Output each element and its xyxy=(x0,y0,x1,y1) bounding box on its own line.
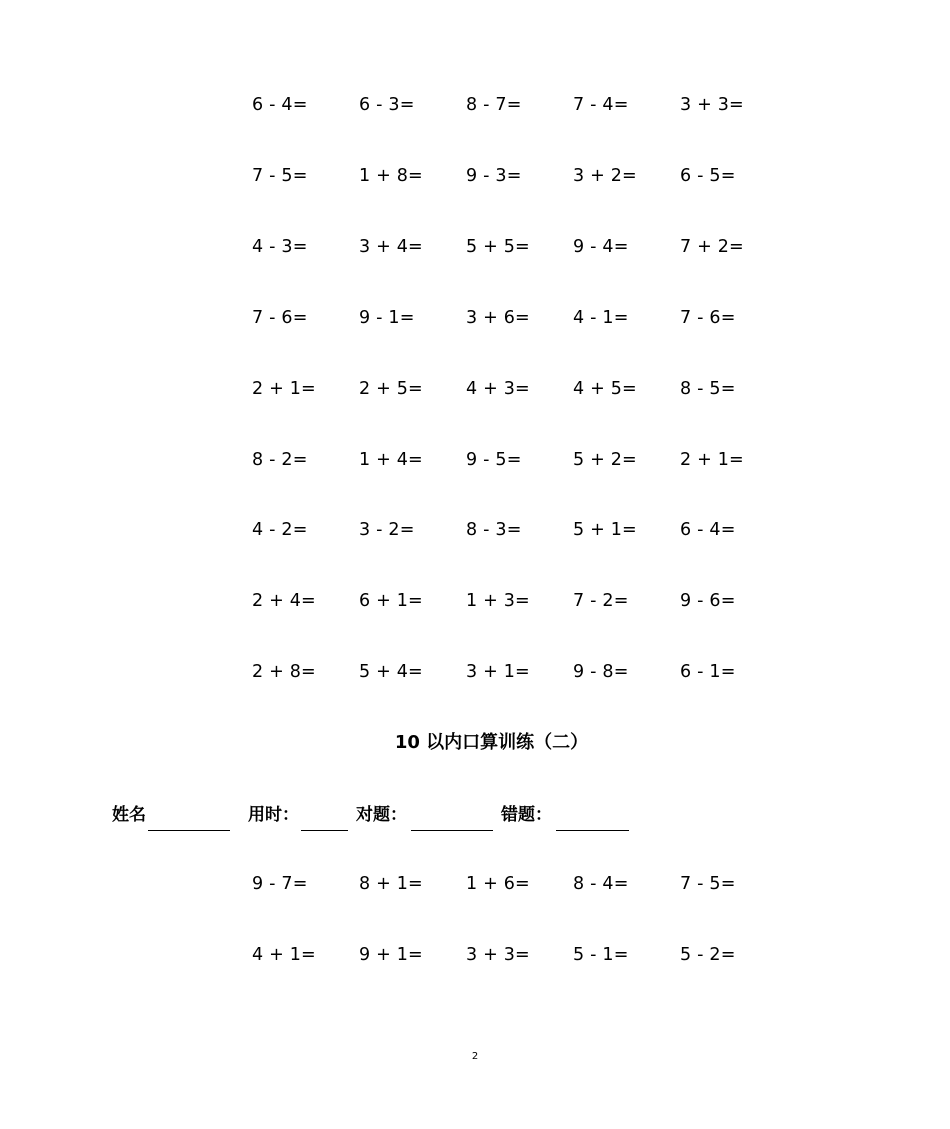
problem: 4 + 3= xyxy=(466,379,530,399)
problem: 9 - 7= xyxy=(252,874,308,894)
problem: 9 + 1= xyxy=(359,945,423,965)
problem-row xyxy=(0,940,950,970)
problem: 4 - 1= xyxy=(573,308,629,328)
problem: 9 - 5= xyxy=(466,450,522,470)
problem: 4 - 3= xyxy=(252,237,308,257)
problem: 1 + 6= xyxy=(466,874,530,894)
problem: 8 - 2= xyxy=(252,450,308,470)
problem: 9 - 4= xyxy=(573,237,629,257)
problem-row xyxy=(0,374,950,404)
problem-row xyxy=(0,515,950,545)
problem: 8 - 7= xyxy=(466,95,522,115)
wrong-blank[interactable] xyxy=(556,830,629,831)
problem: 9 - 6= xyxy=(680,591,736,611)
problem-row xyxy=(0,303,950,333)
problem: 2 + 5= xyxy=(359,379,423,399)
problem: 3 - 2= xyxy=(359,520,415,540)
section-title: 10 以内口算训练（二） xyxy=(394,732,589,753)
problem: 3 + 2= xyxy=(573,166,637,186)
correct-label: 对题： xyxy=(356,805,407,825)
problem: 7 - 2= xyxy=(573,591,629,611)
problem: 8 - 3= xyxy=(466,520,522,540)
problem: 2 + 1= xyxy=(252,379,316,399)
page-number: 2 xyxy=(471,1051,479,1062)
time-label: 用时： xyxy=(248,805,299,825)
problem: 7 - 6= xyxy=(680,308,736,328)
problem: 7 - 6= xyxy=(252,308,308,328)
problem: 1 + 4= xyxy=(359,450,423,470)
problem-row xyxy=(0,445,950,475)
student-info-line xyxy=(0,800,950,836)
problem: 2 + 4= xyxy=(252,591,316,611)
problem: 5 + 2= xyxy=(573,450,637,470)
problem: 8 - 5= xyxy=(680,379,736,399)
problem-row xyxy=(0,232,950,262)
problem: 6 - 4= xyxy=(680,520,736,540)
problem: 6 - 4= xyxy=(252,95,308,115)
problem: 3 + 4= xyxy=(359,237,423,257)
problem-row xyxy=(0,657,950,687)
problem: 9 - 8= xyxy=(573,662,629,682)
problem-row xyxy=(0,161,950,191)
problem: 1 + 8= xyxy=(359,166,423,186)
name-blank[interactable] xyxy=(148,830,230,831)
problem: 9 - 1= xyxy=(359,308,415,328)
problem: 7 + 2= xyxy=(680,237,744,257)
problem: 3 + 3= xyxy=(680,95,744,115)
problem: 6 - 5= xyxy=(680,166,736,186)
problem: 4 + 1= xyxy=(252,945,316,965)
problem: 5 + 4= xyxy=(359,662,423,682)
problem-row xyxy=(0,586,950,616)
problem: 8 - 4= xyxy=(573,874,629,894)
problem: 6 - 3= xyxy=(359,95,415,115)
correct-blank[interactable] xyxy=(411,830,493,831)
problem: 3 + 3= xyxy=(466,945,530,965)
problem-row xyxy=(0,869,950,899)
problem: 7 - 5= xyxy=(252,166,308,186)
problem: 2 + 1= xyxy=(680,450,744,470)
problem: 5 + 5= xyxy=(466,237,530,257)
problem: 2 + 8= xyxy=(252,662,316,682)
problem: 3 + 6= xyxy=(466,308,530,328)
problem: 4 - 2= xyxy=(252,520,308,540)
problem: 9 - 3= xyxy=(466,166,522,186)
problem: 1 + 3= xyxy=(466,591,530,611)
name-label: 姓名 xyxy=(112,805,146,825)
problem: 6 + 1= xyxy=(359,591,423,611)
problem: 7 - 5= xyxy=(680,874,736,894)
problem: 5 - 1= xyxy=(573,945,629,965)
problem: 8 + 1= xyxy=(359,874,423,894)
problem: 4 + 5= xyxy=(573,379,637,399)
problem: 5 + 1= xyxy=(573,520,637,540)
problem: 6 - 1= xyxy=(680,662,736,682)
problem: 5 - 2= xyxy=(680,945,736,965)
wrong-label: 错题： xyxy=(501,805,552,825)
problem-row xyxy=(0,90,950,120)
problem: 3 + 1= xyxy=(466,662,530,682)
problem: 7 - 4= xyxy=(573,95,629,115)
time-blank[interactable] xyxy=(301,830,348,831)
